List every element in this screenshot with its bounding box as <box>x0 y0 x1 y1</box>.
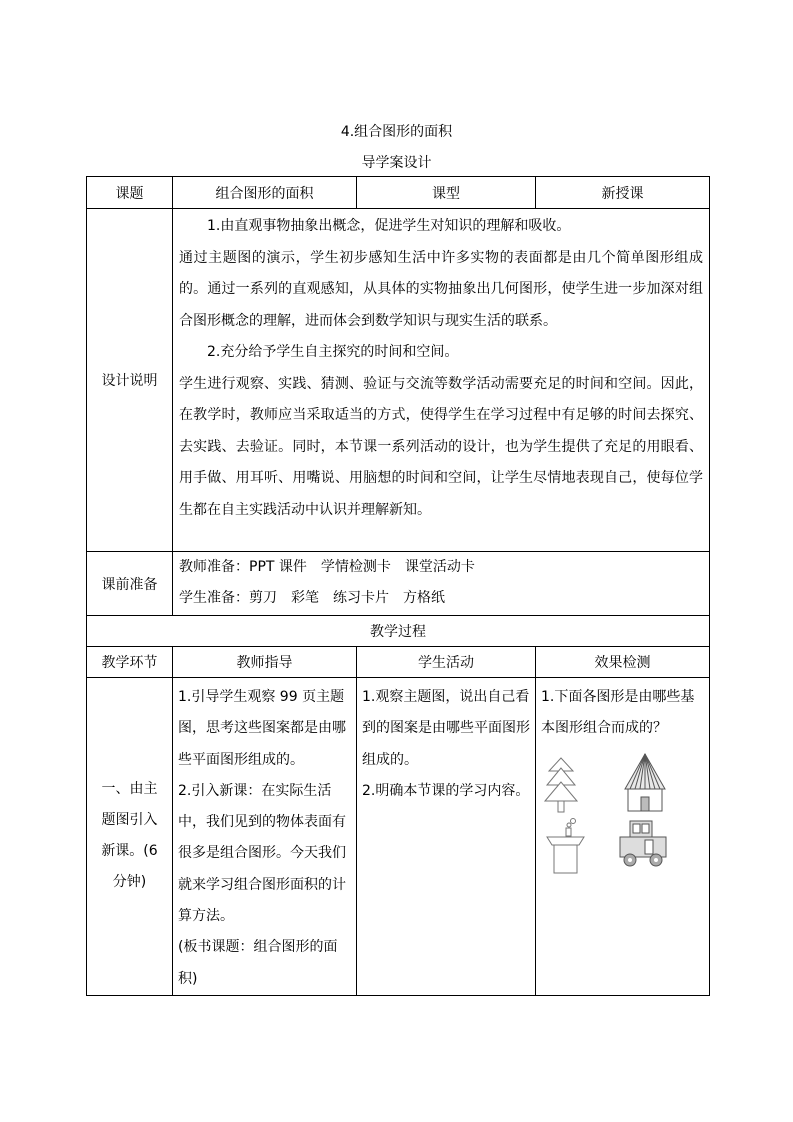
process-heading: 教学过程 <box>87 616 710 647</box>
topic-value: 组合图形的面积 <box>173 177 357 209</box>
stage1-student-2: 2.明确本节课的学习内容。 <box>362 782 530 799</box>
design-point2-title: 2.充分给予学生自主探究的时间和空间。 <box>207 344 459 360</box>
topic-label: 课题 <box>87 177 173 209</box>
design-point2-body: 学生进行观察、实践、猜测、验证与交流等数学活动需要充足的时间和空间。因此，在教学时，教师应当采取适当的方式，使得学生在学习过程中有足够的时间去探究、去实践、去验证。同时，本节课一系列活动的设计，也为学生提供了充足的用眼看、用手做、用耳听、用嘴说、用脑想的时间和空间，让学生尽情地表现自己，使每位学生都在自主实践活动中认识并理解新知。 <box>179 375 703 518</box>
stage1-label: 一、由主题图引入新课。(6分钟) <box>101 781 158 891</box>
prep-label: 课前准备 <box>87 552 173 616</box>
col-check: 效果检测 <box>536 647 710 678</box>
design-point1-body: 通过主题图的演示，学生初步感知生活中许多实物的表面都是由几个简单图形组成的。通过一系列的直观感知，从具体的实物抽象出几何图形，使学生进一步加深对组合图形概念的理解，进而体会到数学知识与现实生活的联系。 <box>179 249 703 329</box>
topic-row <box>87 177 710 209</box>
truck-shape-icon <box>618 819 670 871</box>
stage1-student-cell <box>357 678 536 996</box>
prep-teacher: 教师准备：PPT 课件 学情检测卡 课堂活动卡 <box>179 559 475 575</box>
col-teacher: 教师指导 <box>173 647 357 678</box>
document-subtitle: 导学案设计 <box>361 155 432 171</box>
prep-student: 学生准备：剪刀 彩笔 练习卡片 方格纸 <box>179 590 445 606</box>
type-value: 新授课 <box>536 177 710 209</box>
composite-shapes-figure <box>542 751 692 881</box>
box-shape-icon <box>546 817 586 875</box>
process-heading-row <box>87 616 710 647</box>
col-stage: 教学环节 <box>87 647 173 678</box>
stage1-row <box>87 678 710 996</box>
design-label: 设计说明 <box>87 209 173 552</box>
lesson-plan-table <box>86 176 710 996</box>
process-columns-row <box>87 647 710 678</box>
design-content <box>173 209 710 552</box>
stage1-teacher-3: (板书课题：组合图形的面积) <box>178 939 338 987</box>
house-shape-icon <box>620 753 670 813</box>
col-student: 学生活动 <box>357 647 536 678</box>
stage1-teacher-cell <box>173 678 357 996</box>
stage1-student-1: 1.观察主题图，说出自己看到的图案是由哪些平面图形组成的。 <box>362 689 530 768</box>
prep-row <box>87 552 710 616</box>
stage1-teacher-2: 2.引入新课：在实际生活中，我们见到的物体表面有很多是组合图形。今天我们就来学习组合图形面积的计算方法。 <box>178 782 346 925</box>
document-title: 4.组合图形的面积 <box>340 124 453 140</box>
prep-content <box>173 552 710 616</box>
stage1-check-cell <box>536 678 710 996</box>
design-point1-title: 1.由直观事物抽象出概念，促进学生对知识的理解和吸收。 <box>207 218 571 234</box>
type-label: 课型 <box>357 177 536 209</box>
design-row <box>87 209 710 552</box>
stage1-teacher-1: 1.引导学生观察 99 页主题图，思考这些图案都是由哪些平面图形组成的。 <box>178 689 346 768</box>
stage1-cell <box>87 678 173 996</box>
stage1-check-1: 1.下面各图形是由哪些基本图形组合而成的？ <box>541 689 695 737</box>
tree-shape-icon <box>544 757 578 813</box>
